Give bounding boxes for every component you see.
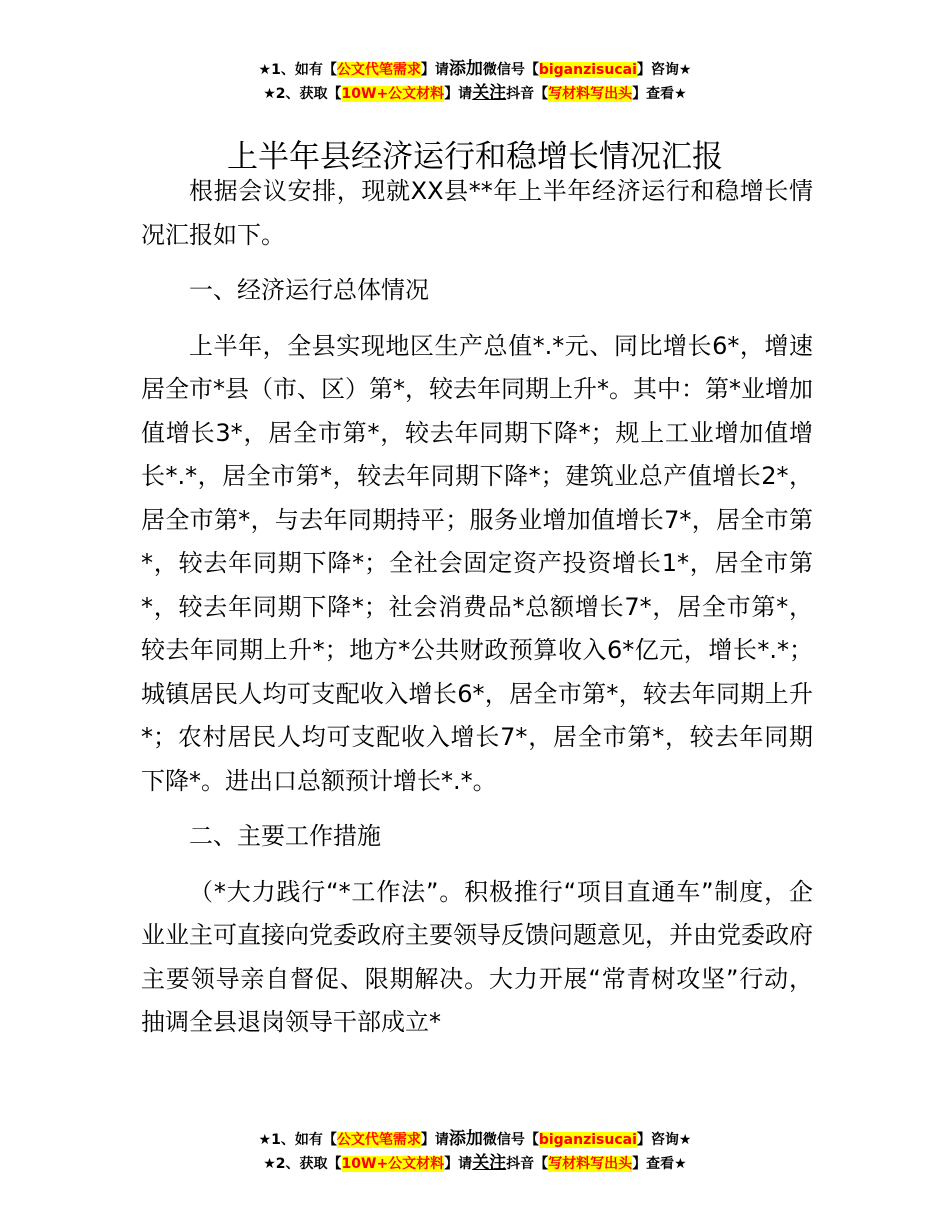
banner-highlight: 公文代笔需求 <box>336 1132 421 1148</box>
banner-line-1 <box>0 58 950 82</box>
banner-text: ★2、获取【 <box>263 86 342 102</box>
paragraph-overview: 上半年，全县实现地区生产总值*.*元、同比增长6*，增速居全市*县（市、区）第*，较去年同期上升*。其中：第*业增加值增长3*，居全市第*，较去年同期下降*；规上工业增加值增长*.*，居全市第*，较去年同期下降*；建筑业总产值增长2*，居全市第*，与去年同期持平；服务业增加值增长7*，居全市第*，较去年同期下降*；全社会固定资产投资增长1*，居全市第*，较去年同期下降*；社会消费品*总额增长7*，居全市第*，较去年同期上升*；地方*公共财政预算收入6*亿元，增长*.*；城镇居民人均可支配收入增长6*，居全市第*，较去年同期上升*；农村居民人均可支配收入增长7*，居全市第*，较去年同期下降*。进出口总额预计增长*.*。 <box>141 331 813 795</box>
banner-emphasis: 添加 <box>448 59 483 79</box>
banner-text: 抖音【 <box>506 1156 549 1172</box>
banner-emphasis: 添加 <box>448 1129 483 1149</box>
banner-highlight: 写材料写出头 <box>548 86 633 102</box>
footer-banner <box>0 1128 950 1176</box>
banner-emphasis: 关注 <box>472 1153 507 1173</box>
banner-text: ★2、获取【 <box>263 1156 342 1172</box>
banner-text: 抖音【 <box>506 86 549 102</box>
section-heading-1: 一、经济运行总体情况 <box>189 276 429 304</box>
banner-highlight: biganzisucai <box>538 1132 637 1148</box>
banner-highlight: 公文代笔需求 <box>336 62 421 78</box>
banner-text: 微信号【 <box>482 1132 539 1148</box>
banner-text: 微信号【 <box>482 62 539 78</box>
paragraph-intro: 根据会议安排，现就XX县**年上半年经济运行和稳增长情况汇报如下。 <box>141 177 813 249</box>
banner-text: 】请 <box>420 62 449 78</box>
banner-text: 】请 <box>444 1156 473 1172</box>
banner-text: 】请 <box>420 1132 449 1148</box>
banner-text: 】请 <box>444 86 473 102</box>
banner-text: 】查看★ <box>632 1156 687 1172</box>
document-body <box>141 170 813 1045</box>
section-heading-2: 二、主要工作措施 <box>189 822 381 850</box>
banner-highlight: biganzisucai <box>538 62 637 78</box>
banner-text: ★1、如有【 <box>258 62 337 78</box>
header-banner <box>0 58 950 106</box>
banner-highlight: 写材料写出头 <box>548 1156 633 1172</box>
banner-highlight: 10W+公文材料 <box>341 1156 445 1172</box>
banner-emphasis: 关注 <box>472 83 507 103</box>
banner-line-2 <box>0 1152 950 1176</box>
banner-line-2 <box>0 82 950 106</box>
banner-text: 】咨询★ <box>636 1132 692 1148</box>
banner-line-1 <box>0 1128 950 1152</box>
paragraph-measures: （*大力践行“*工作法”。积极推行“项目直通车”制度，企业业主可直接向党委政府主要领导反馈问题意见，并由党委政府主要领导亲自督促、限期解决。大力开展“常青树攻坚”行动，抽调全县退岗领导干部成立* <box>141 877 813 1036</box>
banner-text: 】查看★ <box>632 86 687 102</box>
document-title: 上半年县经济运行和稳增长情况汇报 <box>227 138 723 175</box>
banner-text: 】咨询★ <box>636 62 692 78</box>
banner-text: ★1、如有【 <box>258 1132 337 1148</box>
banner-highlight: 10W+公文材料 <box>341 86 445 102</box>
